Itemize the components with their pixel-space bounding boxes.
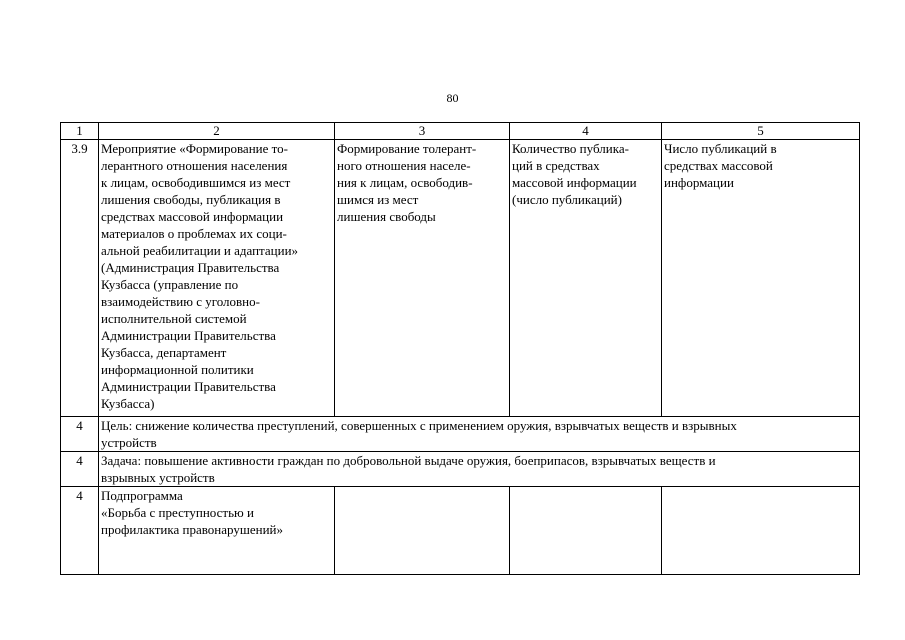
table-row (61, 417, 860, 452)
page-number: 80 (446, 91, 459, 105)
goal-text-cell: Цель: снижение количества преступлений, совершенных с применением оружия, взрывчатых веществ и взрывных устройств (99, 417, 860, 452)
table-row (61, 140, 860, 417)
table-row (61, 487, 860, 575)
row-number: 4 (61, 452, 99, 487)
row-number: 4 (61, 417, 99, 452)
header-cell: 2 (99, 123, 335, 140)
header-cell: 3 (335, 123, 510, 140)
table-row (61, 452, 860, 487)
measure-name-cell: Мероприятие «Формирование то- лерантного отношения населения к лицам, освободившимся из мест лишения свободы, публикация в средствах массовой информации материалов о проблемах их соци- альной реабилитации и адаптации» (Администрация Правительства Кузбасса (управление по взаимодействию с уголовно- исполнительной системой Администрации Правительства Кузбасса, департамент информационной политики Администрации Правительства Кузбасса) (99, 140, 335, 417)
task-text-cell: Задача: повышение активности граждан по добровольной выдаче оружия, боеприпасов, взрывчатых веществ и взрывных устройств (99, 452, 860, 487)
row-number: 4 (61, 487, 99, 575)
indicator-cell: Количество публика- ций в средствах массовой информации (число публикаций) (510, 140, 662, 417)
measures-table (60, 122, 860, 575)
row-number: 3.9 (61, 140, 99, 417)
header-cell: 5 (662, 123, 860, 140)
empty-cell (510, 487, 662, 575)
measure-goal-cell: Формирование толерант- ного отношения населе- ния к лицам, освободив- шимся из мест лишения свободы (335, 140, 510, 417)
subprogram-name-cell: Подпрограмма «Борьба с преступностью и профилактика правонарушений» (99, 487, 335, 575)
header-cell: 4 (510, 123, 662, 140)
empty-cell (335, 487, 510, 575)
table-header-row (61, 123, 860, 140)
indicator-description-cell: Число публикаций в средствах массовой информации (662, 140, 860, 417)
header-cell: 1 (61, 123, 99, 140)
empty-cell (662, 487, 860, 575)
